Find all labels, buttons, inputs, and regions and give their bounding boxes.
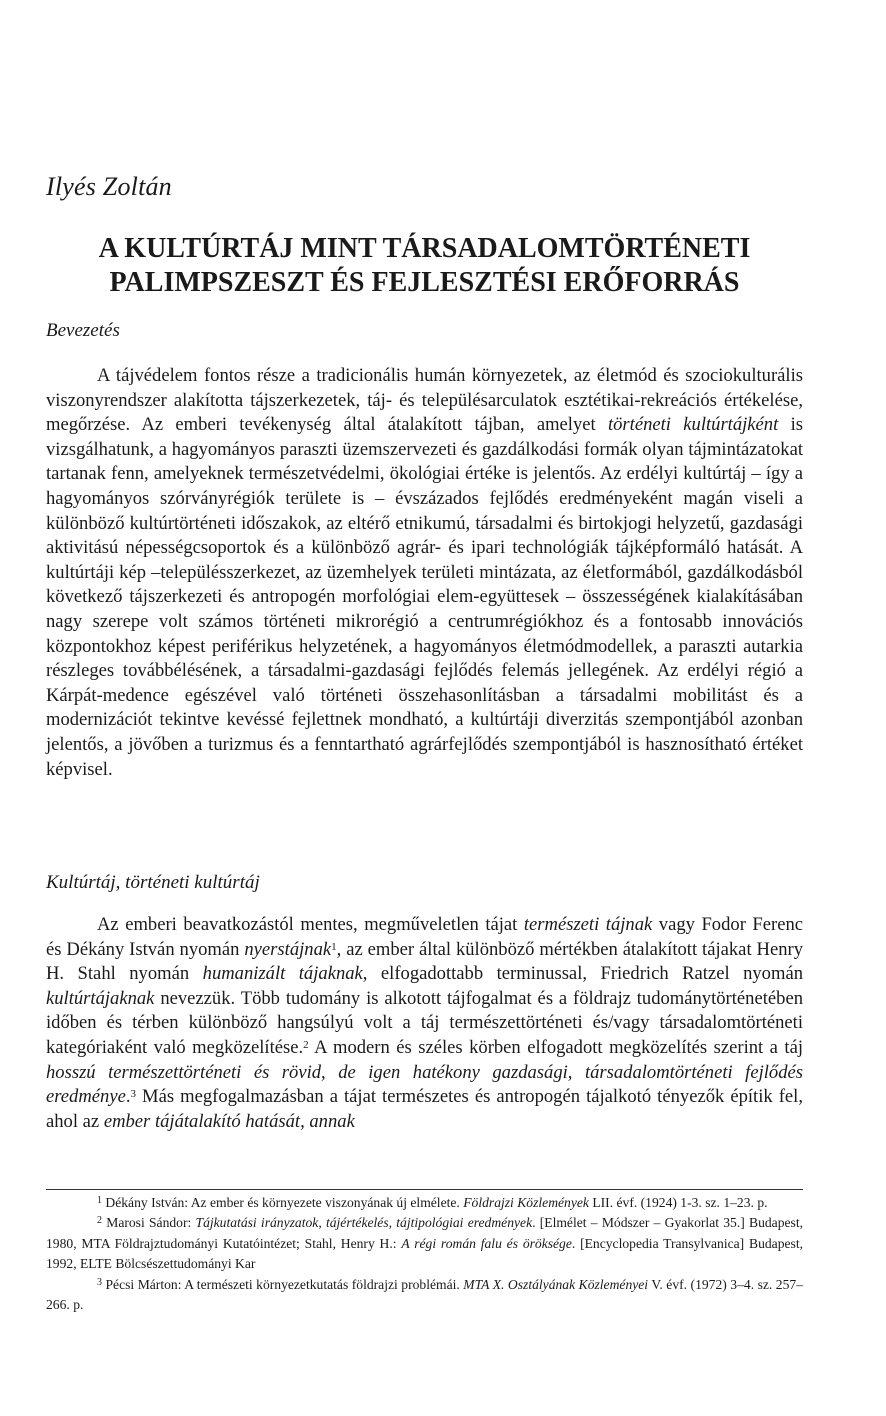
text-run: Pécsi Márton: A természeti környezetkutatás földrajzi problémái. xyxy=(102,1276,464,1292)
emphasis: természeti tájnak xyxy=(523,914,653,935)
introduction-body xyxy=(46,364,803,782)
text-run: . [Elmélet – Módszer – Gyakorlat 35.] Budapest, 1980, MTA Földrajztudományi Kutatóintézet; Stahl, Henry H.: xyxy=(46,1215,803,1251)
author-name: Ilyés Zoltán xyxy=(46,172,172,201)
text-run: , az ember által különböző mértékben átalakított tájakat Henry H. Stahl nyomán xyxy=(46,938,804,985)
footnote-3 xyxy=(46,1275,803,1316)
footnote-2 xyxy=(46,1213,803,1274)
section-heading-introduction: Bevezetés xyxy=(46,320,120,341)
emphasis: MTA X. Osztályának Közleményei xyxy=(463,1276,649,1292)
title-line-1: A KULTÚRTÁJ MINT TÁRSADALOMTÖRTÉNETI xyxy=(98,233,751,264)
emphasis: hosszú természettörténeti és rövid, de igen hatékony gazdasági, társadalomtörténeti fejlődés eredménye xyxy=(46,1061,803,1108)
emphasis: A régi román falu és öröksége xyxy=(401,1235,572,1251)
section-heading-cultural-landscape: Kultúrtáj, történeti kultúrtáj xyxy=(46,872,260,893)
text-run: Dékány István: Az ember és környezete viszonyának új elmélete. xyxy=(102,1195,464,1210)
text-run: nevezzük. Több tudomány is alkotott tájfogalmat és a földrajz tudománytörténetében időben és térben különböző hangsúlyú volt a táj természettörténeti és/vagy társadalomtörténeti kategóriaként való megközelítése. xyxy=(46,987,803,1058)
footnote-1 xyxy=(46,1193,803,1213)
text-run: . [Encyclopedia Transylvanica] Budapest, 1992, ELTE Bölcsészettudományi Kar xyxy=(46,1235,804,1272)
footnote-ref-3[interactable]: 3 xyxy=(130,1088,136,1101)
paragraph xyxy=(46,913,803,1134)
text-run: , elfogadottabb terminussal, Friedrich Ratzel nyomán xyxy=(362,963,803,985)
footnotes xyxy=(46,1193,803,1315)
emphasis: nyerstájnak xyxy=(244,938,332,960)
emphasis: Földrajzi Közlemények xyxy=(463,1195,589,1210)
text-run: vagy Fodor Ferenc és Dékány István nyomán xyxy=(46,914,803,960)
footnote-number: 3 xyxy=(97,1276,102,1288)
emphasis: kultúrtájaknak xyxy=(46,987,155,1009)
text-run: LII. évf. (1924) 1-3. sz. 1–23. p. xyxy=(588,1195,768,1210)
emphasis: Tájkutatási irányzatok, tájértékelés, tájtipológiai eredmények xyxy=(195,1215,533,1231)
text-run: V. évf. (1972) 3–4. sz. 257–266. p. xyxy=(46,1276,803,1313)
text-run: A tájvédelem fontos része a tradicionális humán környezetek, az életmód és szociokulturális viszonyrendszer alakította tájszerkezetek, táj- és településarculatok esztétikai-rekreációs értékelése, megőrzése. Az emberi tevékenység által átalakított tájban, amelyet xyxy=(46,365,803,436)
emphasis: humanizált tájaknak xyxy=(202,963,363,985)
footnote-number: 2 xyxy=(97,1215,102,1227)
footnote-ref-1[interactable]: 1 xyxy=(331,940,337,953)
footnote-divider xyxy=(46,1189,803,1190)
text-run: . xyxy=(125,1086,131,1108)
text-run: is vizsgálhatunk, a hagyományos paraszti üzemszervezeti és gazdálkodási formák olyan tájmintázatokat tartanak fenn, amelyeknek természetvédelmi, ökológiai értéke is jelentős. Az erdélyi kultúrtáj – így a hagyományos szórványrégiók területe is – évszázados fejlődés eredményeként magán viseli a különböző kultúrtörténeti időszakok, az eltérő etnikumú, társadalmi és birtokjogi helyzetű, gazdasági aktivitású népességcsoportok és a különböző agrár- és ipari technológiák tájképformáló hatását. A kultúrtáji kép –településszerkezet, az üzemhelyek területi mintázata, az életformából, gazdálkodásból következő tájszerkezeti és antropogén morfológiai elem-együttesek – összességének kialakításában nagy szerepe volt számos történeti mikrorégió a centrumrégiókhoz és a fontosabb innovációs központokhoz képest periférikus helyzetének, a hagyományos életmódmodellek, a paraszti autarkia részleges továbbélésének, a társadalmi-gazdasági fejlődés felemás jellegének. Az erdélyi régió a Kárpát-medence egészével való történeti összehasonlításban a társadalmi mobilitást és a modernizációt tekintve kevéssé fejlettnek mondható, a kultúrtáji diverzitás szempontjából azonban jelentős, a jövőben a turizmus és a fenntartható agrárfejlődés szempontjából is hasznosítható értéket képvisel. xyxy=(46,414,803,780)
text-run: Más megfogalmazásban a tájat természetes és antropogén tájalkotó tényezők építik fel, ahol az xyxy=(46,1086,803,1132)
text-run: Az emberi beavatkozástól mentes, megműveletlen tájat xyxy=(97,914,524,935)
text-run: A modern és széles körben elfogadott megközelítés szerint a táj xyxy=(308,1036,803,1058)
article-title xyxy=(46,232,803,300)
cultural-landscape-body xyxy=(46,913,803,1134)
emphasis: ember tájátalakító hatását, annak xyxy=(103,1110,355,1132)
emphasis: történeti kultúrtájként xyxy=(607,414,779,436)
text-run: Marosi Sándor: xyxy=(102,1215,196,1231)
title-line-2: PALIMPSZESZT ÉS FEJLESZTÉSI ERŐFORRÁS xyxy=(109,267,740,298)
paragraph xyxy=(46,364,803,782)
footnote-ref-2[interactable]: 2 xyxy=(303,1038,309,1051)
footnote-number: 1 xyxy=(97,1195,102,1206)
